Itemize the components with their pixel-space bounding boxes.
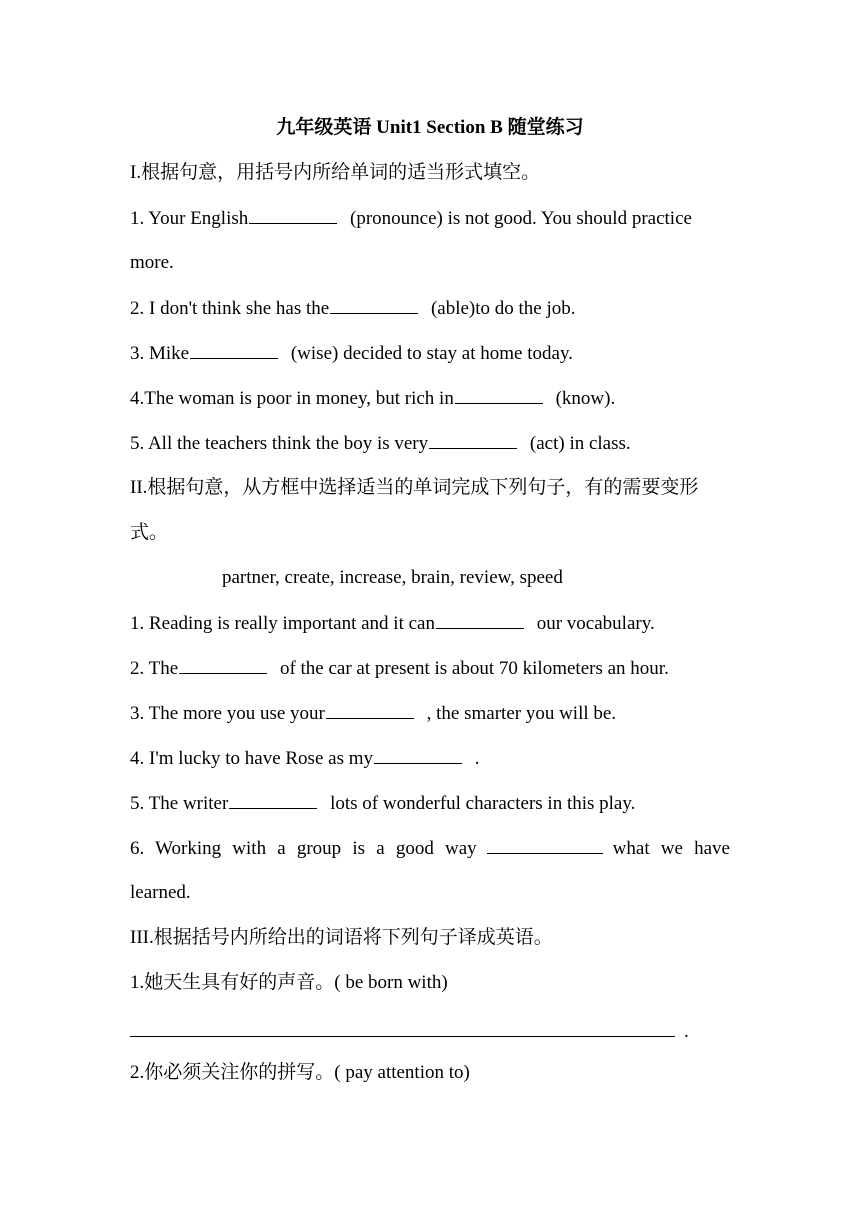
answer-blank[interactable] [229,791,317,809]
item-text-after: of the car at present is about 70 kilometers an hour. [275,658,669,679]
part2-item-6-cont: learned. [130,882,191,903]
item-text-after: , the smarter you will be. [421,703,617,724]
item-text-after: (pronounce) is not good. You should practice [345,208,692,229]
answer-blank[interactable] [436,611,524,629]
item-text-before: 1. Your English [130,208,249,229]
part1-item-5 [130,431,730,456]
item-text-before: 2. I don't think she has the [130,298,330,319]
item-text-before: 2. The [130,658,179,679]
page-title: 九年级英语 Unit1 Section B 随堂练习 [276,117,584,138]
item-text-before: 1. Reading is really important and it can [130,613,435,634]
part2-item-2 [130,656,730,681]
item-text-before: 3. The more you use your [130,703,325,724]
answer-blank[interactable] [249,206,337,224]
item-text-after: lots of wonderful characters in this play. [325,793,636,814]
item-text-after: (know). [550,388,616,409]
part2-heading: II.根据句意，从方框中选择适当的单词完成下列句子，有的需要变形 [130,477,699,498]
item-text-before: 4. I'm lucky to have Rose as my [130,748,373,769]
item-text-before: 5. The writer [130,793,229,814]
part2-item-6 [130,836,730,861]
answer-blank[interactable] [374,746,462,764]
part3-item-2: 2.你必须关注你的拼写。( pay attention to) [130,1062,470,1083]
part2-item-1 [130,611,730,636]
part2-item-3 [130,701,730,726]
part2-heading-cont: 式。 [130,522,169,543]
item-text-before: 4.The woman is poor in money, but rich in [130,388,454,409]
answer-blank[interactable] [429,431,517,449]
part1-item-1-cont: more. [130,252,174,273]
item-text-after: . [470,748,480,769]
part2-item-5 [130,791,730,816]
part3-heading: III.根据括号内所给出的词语将下列句子译成英语。 [130,927,553,948]
answer-blank[interactable] [330,296,418,314]
answer-blank[interactable] [455,386,543,404]
answer-end-period: . [684,1021,689,1042]
part1-item-3 [130,341,730,366]
item-text-after: (wise) decided to stay at home today. [286,343,573,364]
answer-blank[interactable] [190,341,278,359]
part1-item-2 [130,296,730,321]
answer-blank[interactable] [487,836,603,854]
part1-item-4 [130,386,730,411]
item-text-after: our vocabulary. [531,613,655,634]
answer-line[interactable] [130,1036,675,1037]
item-text-after: (act) in class. [525,433,631,454]
item-text-before: 5. All the teachers think the boy is very [130,433,429,454]
item-text-after: (able)to do the job. [426,298,576,319]
word-box: partner, create, increase, brain, review, speed [222,567,563,588]
answer-blank[interactable] [326,701,414,719]
part1-item-1 [130,206,730,231]
item-text-before: 6. Working with a group is a good way [130,838,477,859]
part1-heading: I.根据句意，用括号内所给单词的适当形式填空。 [130,162,541,183]
part2-item-4 [130,746,730,771]
answer-blank[interactable] [179,656,267,674]
part3-item-1: 1.她天生具有好的声音。( be born with) [130,972,448,993]
item-text-after: what we have [612,838,730,859]
item-text-before: 3. Mike [130,343,190,364]
